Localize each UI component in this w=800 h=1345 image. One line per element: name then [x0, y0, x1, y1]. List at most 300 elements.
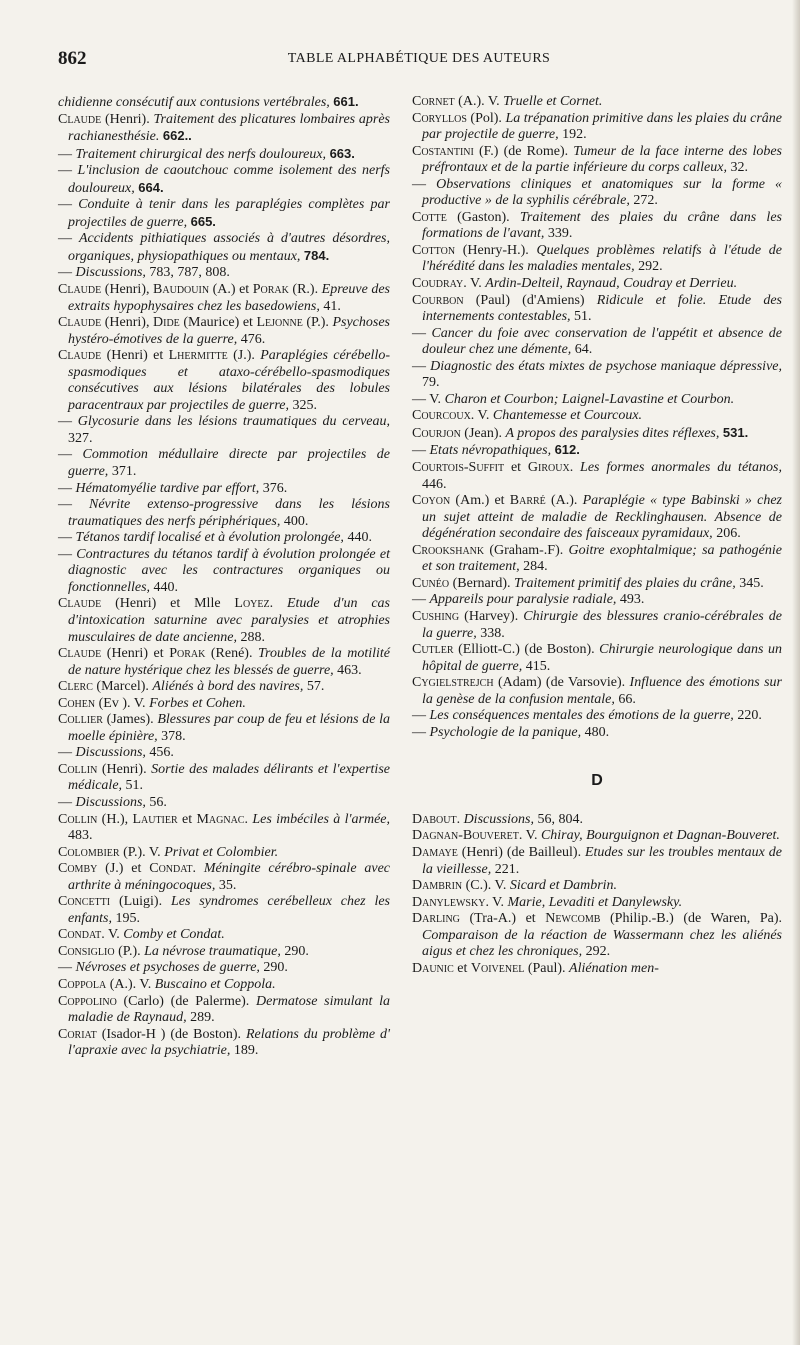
entry-text: —	[412, 176, 437, 192]
running-title: TABLE ALPHABÉTIQUE DES AUTEURS	[287, 51, 551, 66]
index-entry	[412, 408, 782, 425]
entry-title: Quelques problèmes relatifs à l'étude de l'hérédité dans les maladies mentales,	[422, 242, 782, 275]
index-entry	[58, 315, 390, 348]
entry-text: . V.	[518, 828, 541, 844]
entry-text: 476.	[240, 331, 266, 347]
author-name: Claude	[58, 282, 102, 298]
page-ref-bold: 664.	[138, 179, 164, 195]
entry-text: (Henri) et	[101, 348, 169, 364]
author-name: Cotte	[412, 209, 447, 225]
entry-text: 783, 787, 808.	[149, 265, 230, 281]
entry-text: 206.	[716, 526, 741, 542]
entry-text: —	[412, 592, 430, 608]
entry-text: (Luigi).	[110, 894, 171, 910]
index-entry	[58, 861, 390, 894]
author-name: Comby	[58, 861, 98, 877]
index-entry	[58, 530, 390, 547]
author-name: Courjon	[412, 425, 461, 441]
author-name: Damaye	[412, 844, 458, 860]
index-entry	[412, 592, 782, 609]
index-entry	[58, 977, 390, 994]
author-name: Consiglio	[58, 943, 115, 959]
entry-title: Charon et Courbon; Laignel-Lavastine et Courbon.	[444, 391, 735, 407]
index-entry	[58, 348, 390, 414]
author-name: Lhermitte	[168, 348, 228, 364]
entry-text: (Marcel).	[92, 679, 153, 695]
entry-text: —	[58, 480, 76, 496]
entry-text: . V.	[485, 894, 508, 910]
entry-title: Chantemesse et Courcoux.	[492, 408, 643, 424]
author-name: Crookshank	[412, 542, 485, 558]
entry-text: 51.	[574, 309, 592, 325]
index-entry	[58, 112, 390, 146]
entry-title: Appareils pour paralysie radiale,	[429, 592, 620, 608]
author-name: Cornet	[412, 94, 455, 109]
author-name: Colombier	[58, 844, 120, 860]
entry-text: —	[58, 197, 79, 213]
entry-text: 289.	[190, 1010, 215, 1026]
author-name: Cunéo	[412, 575, 450, 591]
index-entry	[58, 762, 390, 795]
entry-title: Les formes anormales du tétanos,	[580, 460, 782, 476]
entry-text: 463.	[337, 662, 362, 678]
entry-text: (Adam) (de Varsovie).	[493, 675, 630, 691]
entry-text: (René).	[205, 646, 258, 662]
entry-text: 41.	[323, 298, 341, 314]
author-name: Claude	[58, 315, 102, 331]
entry-text: 480.	[584, 724, 610, 740]
entry-text: 440.	[153, 579, 179, 595]
entry-text: 376.	[262, 480, 288, 496]
entry-title: Goitre exophtalmique; sa pathogénie et son traitement,	[422, 542, 782, 575]
index-entry	[412, 576, 782, 593]
entry-text: (Bernard).	[449, 575, 515, 591]
author-name: Dambrin	[412, 878, 463, 894]
entry-text: 345.	[739, 575, 764, 591]
entry-text: 290.	[263, 960, 288, 976]
entry-title: Observations cliniques et anatomiques sur la forme « productive » de la syphilis cérébrale,	[422, 176, 783, 209]
index-entry	[412, 845, 782, 878]
entry-text: —	[412, 358, 431, 374]
entry-text: 292.	[638, 259, 663, 275]
author-name: Claude	[58, 348, 102, 364]
entry-text: (Am.) et	[450, 493, 510, 509]
index-entry	[58, 481, 390, 498]
entry-title: Névroses et psychoses de guerre,	[75, 960, 264, 976]
entry-title: Névrite extenso-progressive dans les lésions traumatiques des nerfs périphériques,	[68, 497, 390, 529]
entry-title: Discussions,	[75, 794, 150, 810]
entry-text: (Henri),	[101, 282, 154, 298]
entry-text: 327.	[68, 430, 93, 446]
author-name: Coudray	[412, 276, 464, 292]
author-name: Voivenel	[470, 960, 525, 976]
index-entry	[412, 725, 782, 742]
index-entry	[412, 460, 782, 493]
entry-title: Forbes et Cohen.	[149, 695, 246, 711]
index-entry	[412, 276, 782, 293]
index-entry	[412, 293, 782, 326]
author-name: Barré	[509, 493, 546, 509]
entry-text: et	[177, 811, 197, 827]
entry-text: 220.	[737, 708, 762, 724]
author-name: Costantini	[412, 143, 474, 159]
entry-text: —	[58, 960, 76, 976]
entry-title: L'inclusion de caoutchouc comme isolement des nerfs douloureux,	[68, 163, 390, 196]
entry-text: 288.	[240, 629, 265, 645]
entry-title: Etats névropathiques,	[429, 443, 555, 459]
index-entry	[412, 828, 782, 845]
page-ref-bold: 531.	[722, 424, 749, 440]
entry-text: (Isador-H ) (de Boston).	[96, 1026, 246, 1042]
entry-title: Traitement des plicatures lombaires après rachianesthésie.	[68, 111, 390, 145]
entry-title: Sicard et Dambrin.	[509, 878, 618, 894]
entry-text: (R.).	[288, 282, 322, 298]
entry-title: Méningite cérébro-spinale avec arthrite à méningocoques,	[68, 861, 391, 893]
entry-title: Blessures par coup de feu et lésions de la moelle épinière,	[68, 712, 391, 744]
entry-text: 325.	[292, 397, 317, 413]
entry-text: 57.	[306, 679, 325, 695]
author-name: Claude	[58, 646, 102, 662]
index-entry	[412, 642, 782, 675]
index-entry	[58, 845, 390, 862]
entry-text: .	[269, 596, 287, 612]
entry-text: —	[58, 794, 76, 810]
index-entry	[58, 944, 390, 961]
index-entry	[412, 177, 782, 210]
author-name: Coyon	[412, 493, 451, 509]
entry-text: —	[58, 146, 76, 162]
entry-text: 415.	[525, 658, 551, 674]
entry-title: Tétanos tardif localisé et à évolution prolongée,	[75, 530, 348, 546]
right-column	[412, 94, 782, 977]
entry-title: Influence des émotions sur la genèse de la confusion mentale,	[422, 675, 782, 707]
index-entry	[58, 1027, 390, 1060]
author-name: Coppolino	[58, 993, 117, 1009]
entry-title: Etude d'un cas d'intoxication saturnine avec paralysies et atrophies musculaires de date ancienne,	[68, 596, 391, 645]
author-name: Coryllos	[412, 110, 467, 126]
entry-title: Dermatose simulant la maladie de Raynaud,	[68, 993, 390, 1026]
entry-text: (James).	[102, 712, 158, 728]
author-name: Coriat	[58, 1026, 97, 1042]
entry-text: 66.	[618, 691, 636, 707]
entry-title: Paraplégies cérébello-spasmodiques et ataxo-cérébello-spasmodiques consécutives aux lésions bilatérales des lobules paracentraux par projectiles de guerre,	[68, 348, 390, 413]
author-name: Courtois-Suffit	[412, 460, 505, 476]
entry-title: Psychoses hystéro-émotives de la guerre,	[68, 315, 390, 347]
author-name: Collin	[58, 761, 98, 777]
entry-title: Discussions,	[75, 265, 150, 281]
entry-text: et	[453, 960, 471, 976]
entry-text: 35.	[218, 877, 237, 893]
entry-title: Chirurgie des blessures cranio-cérébrales de la guerre,	[422, 608, 782, 641]
page-ref-bold: 665.	[190, 213, 216, 229]
entry-text: 292.	[585, 944, 611, 960]
author-name: Magnac	[196, 811, 245, 827]
index-entry	[58, 646, 390, 679]
author-name: Courcoux	[412, 408, 471, 424]
entry-title: Comparaison de la réaction de Wassermann chez les aliénés aigus et chez les chroniques,	[422, 927, 782, 960]
author-name: Condat	[149, 861, 193, 877]
page-ref-bold: 663.	[329, 145, 355, 161]
entry-text: —	[58, 265, 76, 281]
entry-title: Truelle et Cornet.	[503, 94, 603, 109]
index-entry	[412, 812, 782, 829]
entry-title: Hématomyélie tardive par effort,	[75, 480, 263, 496]
index-entry	[412, 493, 782, 543]
author-name: Claude	[58, 596, 102, 612]
entry-text: —	[58, 231, 79, 247]
index-entry	[412, 94, 782, 111]
entry-title: Commotion médullaire directe par projectiles de guerre,	[68, 447, 391, 480]
entry-text: —	[412, 708, 430, 724]
entry-text: (Ev ). V.	[95, 695, 150, 711]
entry-title: Les imbéciles à l'armée,	[252, 811, 391, 827]
entry-title: Marie, Levaditi et Danylewsky.	[507, 894, 683, 910]
entry-text: (A.).	[545, 493, 583, 509]
author-name: Porak	[252, 282, 289, 298]
author-name: Collier	[58, 712, 103, 728]
entry-text: (Jean).	[460, 425, 506, 441]
index-entry	[412, 708, 782, 725]
entry-text: (Pol).	[466, 110, 506, 126]
entry-text: (Henri) et	[101, 646, 170, 662]
entry-title: Paraplégie « type Babinski » chez un sujet atteint de maladie de Recklinghausen. Absence de dégénération secondaire des faisceaux pyramidaux,	[422, 493, 783, 542]
entry-text: (P.). V.	[119, 844, 165, 860]
entry-text: (H.),	[97, 811, 133, 827]
author-name: Claude	[58, 111, 102, 127]
entry-text: 56.	[149, 794, 167, 810]
author-name: Newcomb	[545, 911, 601, 927]
index-entry	[412, 442, 782, 460]
entry-title: Ardin-Delteil, Raynaud, Coudray et Derrieu.	[485, 276, 738, 292]
author-name: Daunic	[412, 960, 454, 976]
entry-text: (A.). V.	[454, 94, 504, 109]
author-name: Porak	[169, 646, 206, 662]
index-entry	[412, 392, 782, 409]
index-entry	[58, 414, 390, 447]
section-letter: D	[591, 772, 603, 790]
entry-text: —	[58, 497, 89, 513]
left-column	[58, 94, 390, 1060]
entry-title: Relations du problème d' l'apraxie avec la psychiatrie,	[68, 1026, 390, 1059]
entry-text: et	[504, 460, 528, 476]
index-entry	[412, 359, 782, 392]
entry-title: Psychologie de la panique,	[429, 724, 585, 740]
index-entry	[412, 878, 782, 895]
index-entry	[412, 543, 782, 576]
page-edge-shadow	[792, 0, 800, 1345]
author-name: Cutler	[412, 642, 454, 658]
index-entry	[412, 425, 782, 443]
entry-text: (Henri),	[101, 315, 154, 331]
entry-title: Les syndromes cerébelleux chez les enfants,	[68, 894, 391, 926]
entry-title: Contractures du tétanos tardif à évolution prolongée et diagnostic avec les contractures organiques ou fonctionnelles,	[68, 546, 391, 595]
entry-text: 189.	[233, 1043, 259, 1059]
index-entry	[58, 894, 390, 927]
entry-title: Tumeur de la face interne des lobes préfrontaux et de la partie inférieure du corps calleux,	[422, 143, 783, 176]
entry-text: (P.).	[114, 943, 145, 959]
entry-text: (J.).	[227, 348, 261, 364]
author-name: Danylewsky	[412, 894, 486, 910]
index-entry	[58, 547, 390, 597]
entry-text: (Paul).	[524, 960, 570, 976]
index-entry	[58, 994, 390, 1027]
entry-title: La névrose traumatique,	[144, 943, 285, 959]
entry-text: 32.	[730, 160, 748, 176]
page-header	[58, 48, 780, 74]
entry-title: chidienne consécutif aux contusions vertébrales,	[58, 95, 334, 110]
entry-title: Chirurgie neurologique dans un hôpital de guerre,	[422, 642, 782, 674]
index-entry	[58, 282, 390, 315]
entry-text: .	[569, 460, 581, 476]
entry-text: 195.	[115, 910, 140, 926]
entry-text: (Tra-A.) et	[459, 911, 546, 927]
entry-text: . V.	[101, 927, 124, 943]
entry-text: — V.	[412, 391, 445, 407]
entry-text: .	[244, 811, 253, 827]
index-entry	[412, 609, 782, 642]
author-name: Coppola	[58, 976, 107, 992]
author-name: Baudouin	[153, 282, 210, 298]
index-entry	[412, 243, 782, 276]
author-name: Cotton	[412, 242, 456, 258]
entry-title: Traitement des plaies du crâne dans les formations de l'avant,	[422, 209, 782, 242]
index-entry	[412, 210, 782, 243]
entry-title: Troubles de la motilité de nature hystérique chez les blessés de guerre,	[68, 646, 391, 678]
index-entry	[58, 94, 390, 112]
entry-title: Discussions,	[463, 811, 538, 827]
page-ref-bold: 612.	[554, 442, 580, 458]
entry-text: . V.	[470, 408, 493, 424]
entry-text: 64.	[574, 342, 593, 358]
author-name: Clerc	[58, 679, 93, 695]
author-name: Cygielstrejch	[412, 675, 494, 691]
page-ref-bold: 662..	[162, 128, 192, 144]
entry-text: 290.	[284, 943, 309, 959]
entry-title: La trépanation primitive dans les plaies du crâne par projectile de guerre,	[422, 110, 783, 143]
entry-title: Glycosurie dans les lésions traumatiques du cerveau,	[77, 414, 391, 430]
entry-text: 483.	[68, 828, 93, 844]
index-entry	[58, 745, 390, 762]
entry-title: Les conséquences mentales des émotions de la guerre,	[429, 708, 738, 724]
entry-text: (A.). V.	[106, 976, 155, 992]
entry-title: Privat et Colombier.	[164, 844, 279, 860]
index-entry	[58, 812, 390, 845]
entry-text: (Harvey).	[459, 608, 524, 624]
index-entry	[58, 231, 390, 265]
entry-text: —	[58, 530, 76, 546]
index-entry	[412, 961, 782, 978]
entry-text: —	[58, 546, 77, 562]
entry-text: . V.	[463, 276, 486, 292]
author-name: Dide	[153, 315, 180, 331]
entry-text: —	[412, 443, 430, 459]
entry-text: —	[58, 447, 83, 463]
entry-title: Aliénation men-	[569, 960, 659, 976]
entry-text: 284.	[523, 559, 548, 575]
index-entry	[58, 596, 390, 646]
index-entry	[412, 111, 782, 144]
entry-text: (C.). V.	[462, 878, 510, 894]
index-entry	[412, 326, 782, 359]
index-entry	[58, 146, 390, 164]
index-entry	[58, 163, 390, 197]
entry-text: (Philip.-B.) (de Waren, Pa).	[600, 911, 782, 927]
entry-title: Chiray, Bourguignon et Dagnan-Bouveret.	[540, 828, 780, 844]
entry-text: (F.) (de Rome).	[473, 143, 574, 159]
section-c-entries	[412, 94, 782, 741]
entry-title: Diagnostic des états mixtes de psychose maniaque dépressive,	[430, 358, 783, 374]
entry-text: 446.	[422, 476, 447, 492]
entry-text: (Henri).	[97, 761, 152, 777]
entry-text: 51.	[125, 778, 144, 794]
entry-text: —	[58, 163, 78, 179]
entry-text: 221.	[494, 861, 520, 877]
entry-text: 338.	[480, 625, 505, 641]
entry-text: 79.	[422, 375, 440, 391]
author-name: Concetti	[58, 894, 111, 910]
index-entry	[58, 679, 390, 696]
author-name: Giroux	[527, 460, 570, 476]
author-name: Condat	[58, 927, 102, 943]
author-name: Cushing	[412, 608, 460, 624]
entry-text: (Gaston).	[446, 209, 520, 225]
page-ref-bold: 661.	[333, 94, 359, 109]
index-entry	[58, 712, 390, 745]
entry-text: 371.	[111, 464, 137, 480]
entry-text: —	[58, 745, 76, 761]
entry-text: .	[456, 811, 464, 827]
page-number: 862	[58, 48, 87, 69]
index-entry	[58, 197, 390, 231]
entry-title: Traitement primitif des plaies du crâne,	[514, 575, 740, 591]
entry-title: Ridicule et folie. Etude des internements contestables,	[422, 292, 783, 325]
author-name: Loyez	[234, 596, 270, 612]
author-name: Dagnan-Bouveret	[412, 828, 519, 844]
entry-text: 456.	[149, 745, 174, 761]
entry-text: (Carlo) (de Palerme).	[116, 993, 256, 1009]
author-name: Courbon	[412, 292, 464, 308]
entry-text: 378.	[161, 728, 186, 744]
entry-title: Discussions,	[75, 745, 150, 761]
entry-title: Epreuve des extraits hypophysaires chez les basedowiens,	[68, 282, 390, 314]
entry-title: Comby et Condat.	[123, 927, 225, 943]
entry-text: —	[58, 414, 78, 430]
index-entry	[412, 895, 782, 912]
index-entry	[412, 144, 782, 177]
entry-text: 493.	[619, 592, 645, 608]
entry-text: (Henri) (de Bailleul).	[457, 844, 585, 860]
entry-text: 339.	[547, 226, 573, 242]
entry-title: Sortie des malades délirants et l'expertise médicale,	[68, 761, 390, 794]
entry-text: (J.) et	[97, 861, 150, 877]
entry-title: Cancer du foie avec conservation de l'appétit et absence de douleur chez une démente,	[422, 325, 783, 358]
entry-text: (Henri) et Mlle	[101, 596, 235, 612]
entry-text: (Maurice) et	[179, 315, 257, 331]
entry-title: Traitement chirurgical des nerfs douloureux,	[75, 146, 330, 162]
author-name: Lejonne	[256, 315, 303, 331]
entry-text: (P.).	[302, 315, 333, 331]
entry-title: Etudes sur les troubles mentaux de la vieillesse,	[422, 844, 782, 877]
index-entry	[58, 265, 390, 282]
entry-title: A propos des paralysies dites réflexes,	[505, 425, 723, 441]
author-name: Darling	[412, 911, 460, 927]
page-ref-bold: 784.	[303, 247, 330, 263]
index-entry	[412, 675, 782, 708]
index-entry	[58, 795, 390, 812]
index-entry	[58, 960, 390, 977]
entry-title: Aliénés à bord des navires,	[152, 679, 307, 695]
entry-title: Accidents pithiatiques associés à d'autres désordres, organiques, physiopathiques ou mentaux,	[68, 231, 391, 264]
